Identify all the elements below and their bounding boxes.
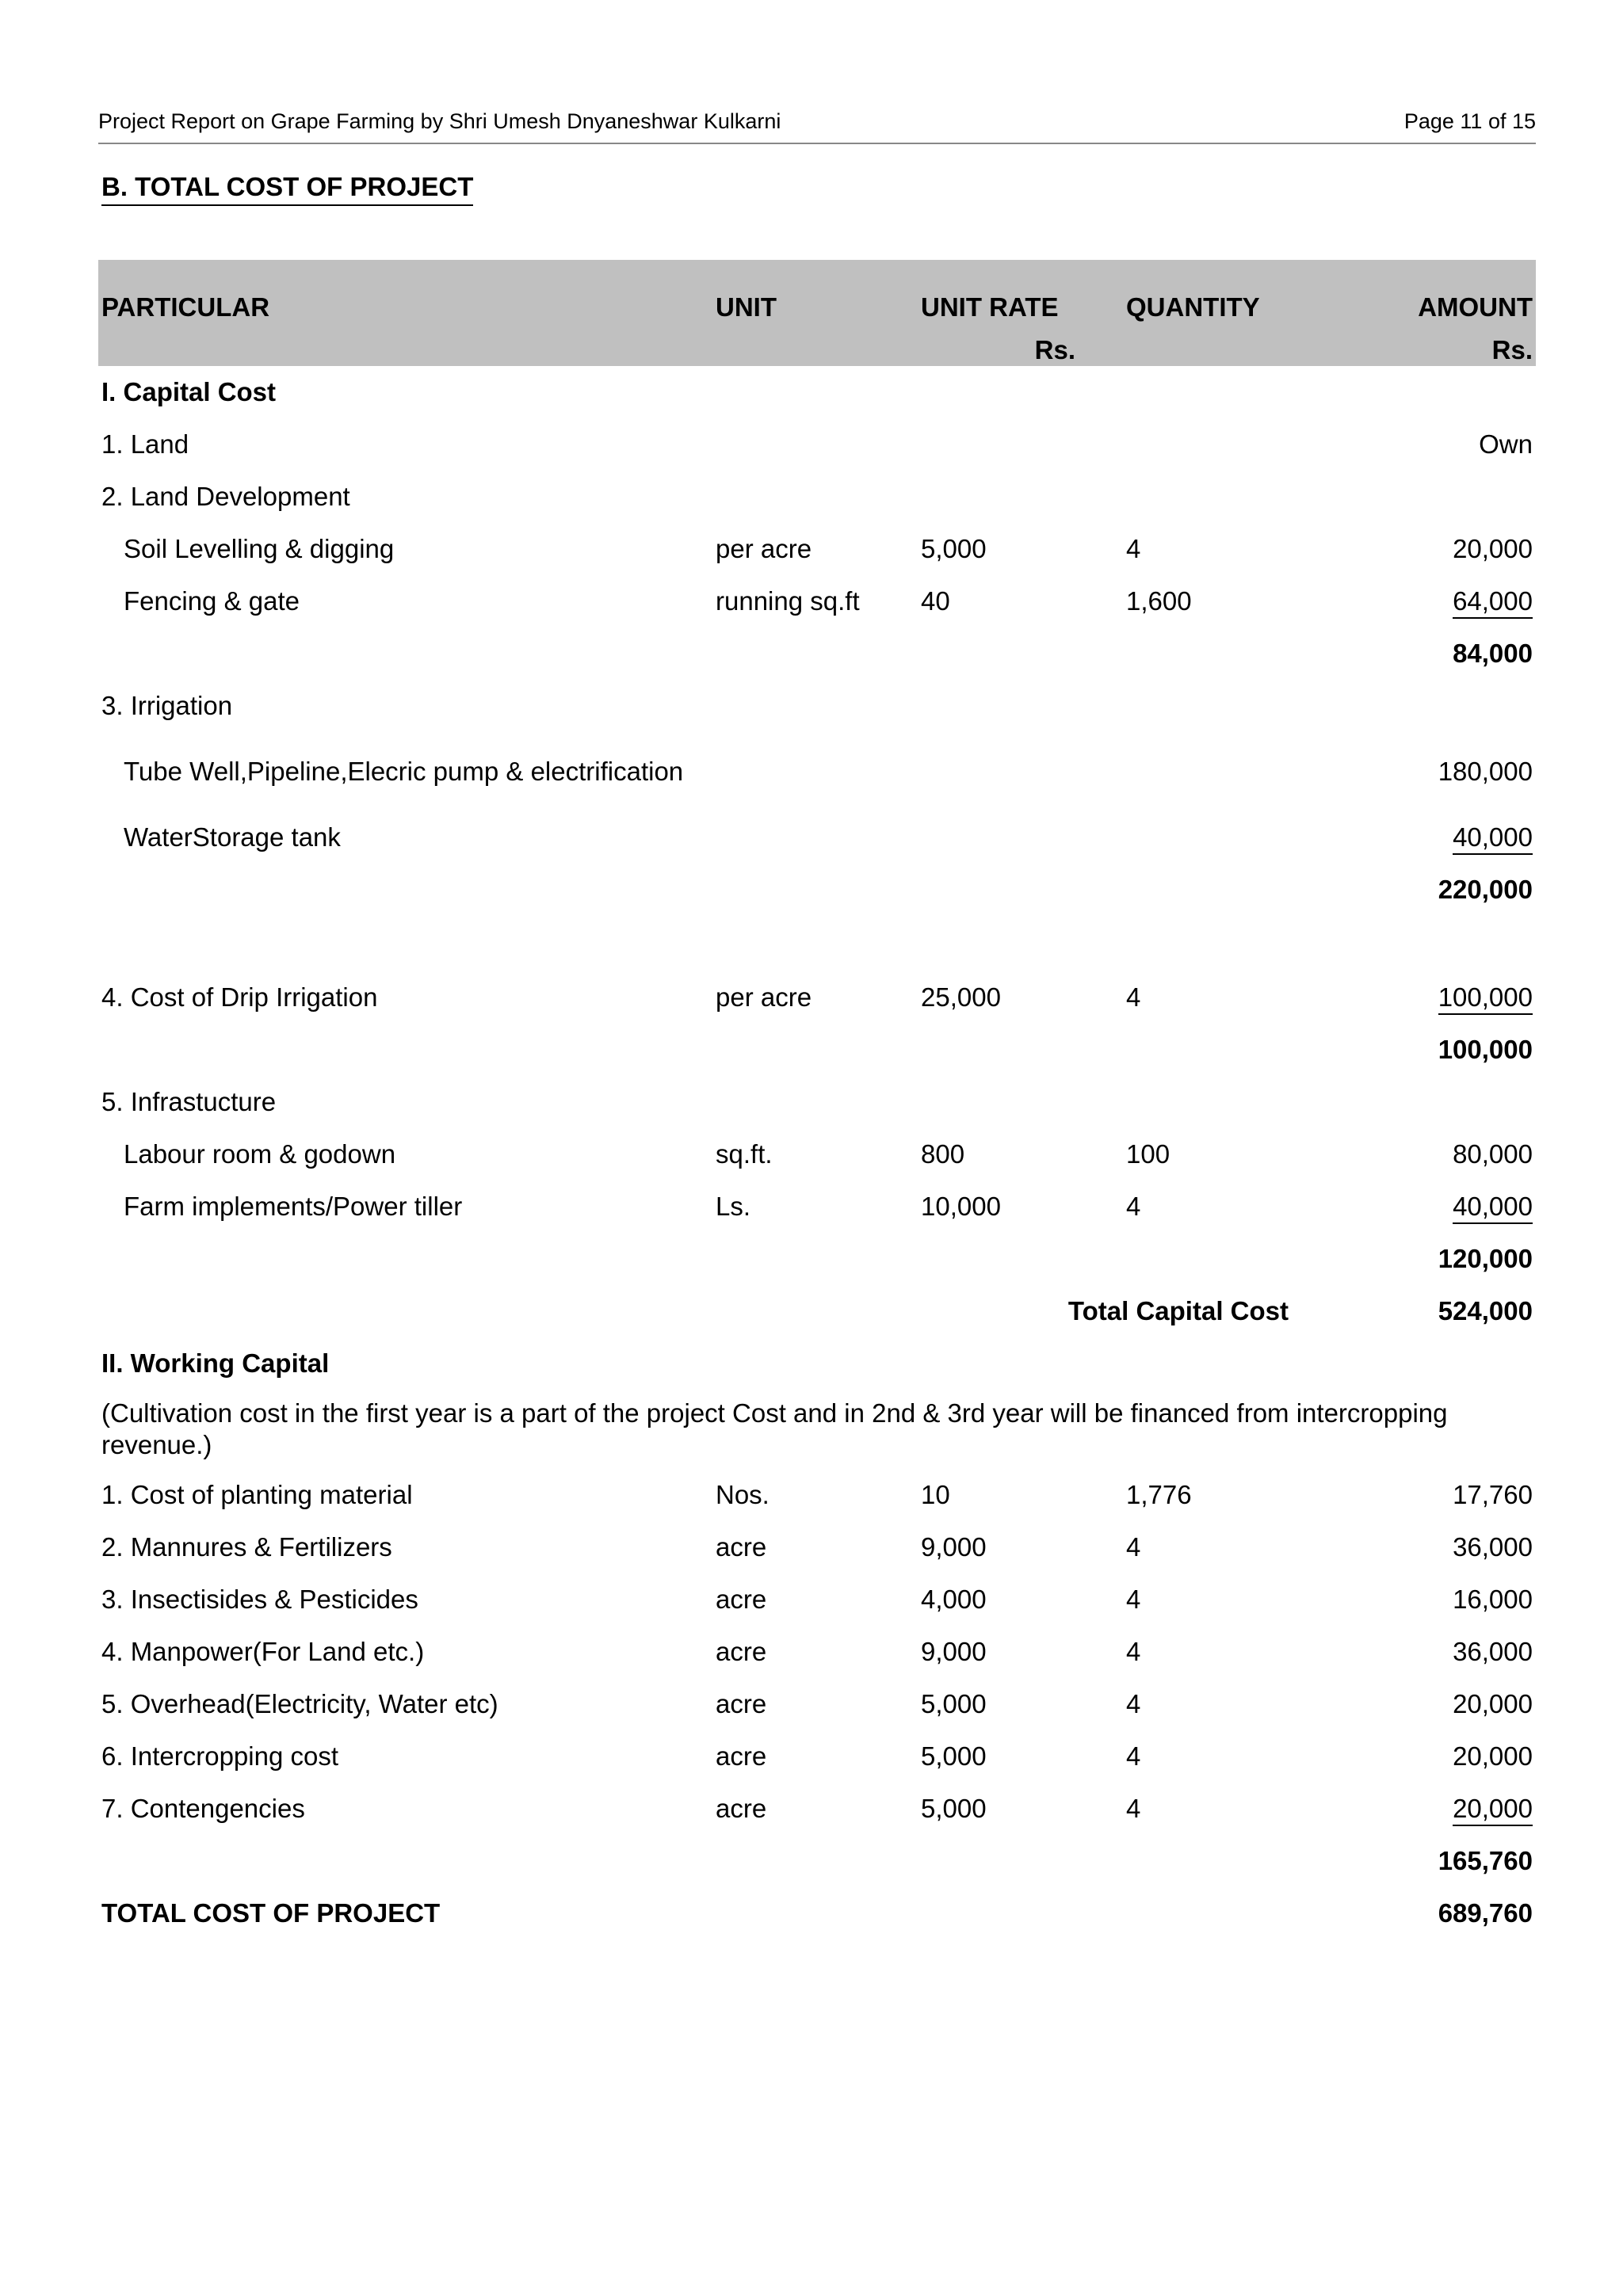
table-row: [98, 575, 1536, 627]
row-qty: 4: [1126, 1794, 1141, 1823]
table-row: [98, 680, 1536, 732]
table-row: [98, 1573, 1536, 1626]
table-header-row: [98, 260, 1536, 331]
row-qty: 4: [1126, 1741, 1141, 1771]
row-label: 5. Overhead(Electricity, Water etc): [101, 1689, 498, 1718]
table-row: [98, 971, 1536, 1024]
row-qty: 100: [1126, 1139, 1170, 1169]
table-row: [98, 1337, 1536, 1390]
subtotal-amount: 165,760: [1438, 1846, 1533, 1875]
row-amount: 36,000: [1453, 1637, 1533, 1666]
row-amount: 20,000: [1453, 1741, 1533, 1771]
row-label: 1. Land: [101, 429, 189, 459]
row-rate: 5,000: [921, 1794, 987, 1823]
grand-total-label: TOTAL COST OF PROJECT: [101, 1898, 441, 1928]
row-label: Fencing & gate: [124, 586, 300, 616]
row-qty: 4: [1126, 982, 1141, 1012]
subtotal-amount: 100,000: [1438, 1035, 1533, 1064]
table-row: [98, 366, 1536, 418]
row-label: 2. Mannures & Fertilizers: [101, 1532, 392, 1562]
total-capital-amount: 524,000: [1438, 1296, 1533, 1325]
row-rate: 40: [921, 586, 950, 616]
row-label: Labour room & godown: [124, 1139, 396, 1169]
row-rate: 5,000: [921, 534, 987, 563]
row-qty: 4: [1126, 534, 1141, 563]
row-qty: 1,600: [1126, 586, 1192, 616]
table-row: [98, 1076, 1536, 1128]
row-amount: Own: [1479, 429, 1533, 459]
table-row: [98, 732, 1536, 811]
row-label: 7. Contengencies: [101, 1794, 305, 1823]
amount-currency: Rs.: [1328, 331, 1536, 366]
row-rate: 4,000: [921, 1585, 987, 1614]
col-header-particular: PARTICULAR: [98, 260, 712, 331]
row-unit: per acre: [716, 982, 812, 1012]
col-header-unit: UNIT: [712, 260, 918, 331]
row-unit: Nos.: [716, 1480, 769, 1509]
col-header-unit-rate: UNIT RATE: [918, 260, 1123, 331]
row-amount: 100,000: [1438, 982, 1533, 1015]
table-row: [98, 811, 1536, 864]
subtotal-amount: 84,000: [1453, 639, 1533, 668]
row-label: 3. Insectisides & Pesticides: [101, 1585, 418, 1614]
row-unit: acre: [716, 1794, 767, 1823]
row-amount: 17,760: [1453, 1480, 1533, 1509]
working-capital-note: (Cultivation cost in the first year is a part of the project Cost and in 2nd & 3rd year will be financed from intercropping revenue.): [101, 1398, 1448, 1459]
row-unit: running sq.ft: [716, 586, 860, 616]
row-amount: 20,000: [1453, 1689, 1533, 1718]
row-rate: 5,000: [921, 1741, 987, 1771]
row-unit: acre: [716, 1689, 767, 1718]
table-row: [98, 418, 1536, 471]
page-number: Page 11 of 15: [1403, 109, 1536, 133]
report-title: Project Report on Grape Farming by Shri Umesh Dnyaneshwar Kulkarni: [98, 109, 781, 133]
row-amount: 40,000: [1453, 1192, 1533, 1224]
row-rate: 9,000: [921, 1532, 987, 1562]
table-row: [98, 1390, 1536, 1469]
col-header-amount: AMOUNT: [1328, 260, 1536, 331]
table-row: [98, 523, 1536, 575]
row-label: 6. Intercropping cost: [101, 1741, 338, 1771]
table-row: [98, 1521, 1536, 1573]
subtotal-row: [98, 864, 1536, 916]
row-rate: 10,000: [921, 1192, 1001, 1221]
table-row: [98, 1128, 1536, 1180]
page-header: [98, 109, 1536, 144]
table-row: [98, 1180, 1536, 1233]
subtotal-amount: 220,000: [1438, 875, 1533, 904]
row-qty: 4: [1126, 1585, 1141, 1614]
row-qty: 4: [1126, 1532, 1141, 1562]
total-capital-row: [98, 1285, 1536, 1337]
row-label: 4. Manpower(For Land etc.): [101, 1637, 425, 1666]
row-unit: acre: [716, 1741, 767, 1771]
row-label: 2. Land Development: [101, 482, 350, 511]
row-label: 3. Irrigation: [101, 691, 233, 720]
table-row: [98, 1626, 1536, 1678]
cost-table: [98, 260, 1536, 1939]
working-capital-heading: II. Working Capital: [101, 1348, 330, 1378]
row-label: Farm implements/Power tiller: [124, 1192, 463, 1221]
row-qty: 4: [1126, 1192, 1141, 1221]
grand-total-amount: 689,760: [1438, 1898, 1533, 1928]
row-rate: 9,000: [921, 1637, 987, 1666]
subtotal-row: [98, 627, 1536, 680]
row-amount: 20,000: [1453, 1794, 1533, 1826]
row-amount: 180,000: [1438, 757, 1533, 786]
grand-total-row: [98, 1887, 1536, 1939]
row-label: 1. Cost of planting material: [101, 1480, 413, 1509]
row-unit: acre: [716, 1532, 767, 1562]
row-amount: 20,000: [1453, 534, 1533, 563]
row-amount: 36,000: [1453, 1532, 1533, 1562]
unit-rate-currency: Rs.: [918, 331, 1123, 366]
row-unit: sq.ft.: [716, 1139, 773, 1169]
subtotal-row: [98, 1024, 1536, 1076]
row-qty: 4: [1126, 1637, 1141, 1666]
table-row: [98, 1678, 1536, 1730]
row-qty: 1,776: [1126, 1480, 1192, 1509]
row-amount: 80,000: [1453, 1139, 1533, 1169]
section-title: B. TOTAL COST OF PROJECT: [101, 171, 473, 206]
total-capital-label: Total Capital Cost: [1067, 1296, 1289, 1325]
row-unit: Ls.: [716, 1192, 751, 1221]
row-rate: 10: [921, 1480, 950, 1509]
capital-cost-heading: I. Capital Cost: [101, 377, 277, 406]
row-rate: 5,000: [921, 1689, 987, 1718]
table-row: [98, 1730, 1536, 1783]
subtotal-row: [98, 1835, 1536, 1887]
row-label: 4. Cost of Drip Irrigation: [101, 982, 378, 1012]
row-label: WaterStorage tank: [124, 822, 341, 852]
spacer-row: [98, 916, 1536, 971]
row-rate: 25,000: [921, 982, 1001, 1012]
table-row: [98, 1783, 1536, 1835]
row-qty: 4: [1126, 1689, 1141, 1718]
row-amount: 40,000: [1453, 822, 1533, 855]
row-label: 5. Infrastucture: [101, 1087, 277, 1116]
row-unit: acre: [716, 1637, 767, 1666]
table-row: [98, 1469, 1536, 1521]
row-unit: per acre: [716, 534, 812, 563]
row-amount: 16,000: [1453, 1585, 1533, 1614]
row-amount: 64,000: [1453, 586, 1533, 619]
row-unit: acre: [716, 1585, 767, 1614]
row-label: Tube Well,Pipeline,Elecric pump & electrification: [124, 757, 684, 786]
table-row: [98, 471, 1536, 523]
subtotal-amount: 120,000: [1438, 1244, 1533, 1273]
subtotal-row: [98, 1233, 1536, 1285]
row-label: Soil Levelling & digging: [124, 534, 395, 563]
col-header-quantity: QUANTITY: [1123, 260, 1328, 331]
row-rate: 800: [921, 1139, 965, 1169]
table-header-units-row: [98, 331, 1536, 366]
